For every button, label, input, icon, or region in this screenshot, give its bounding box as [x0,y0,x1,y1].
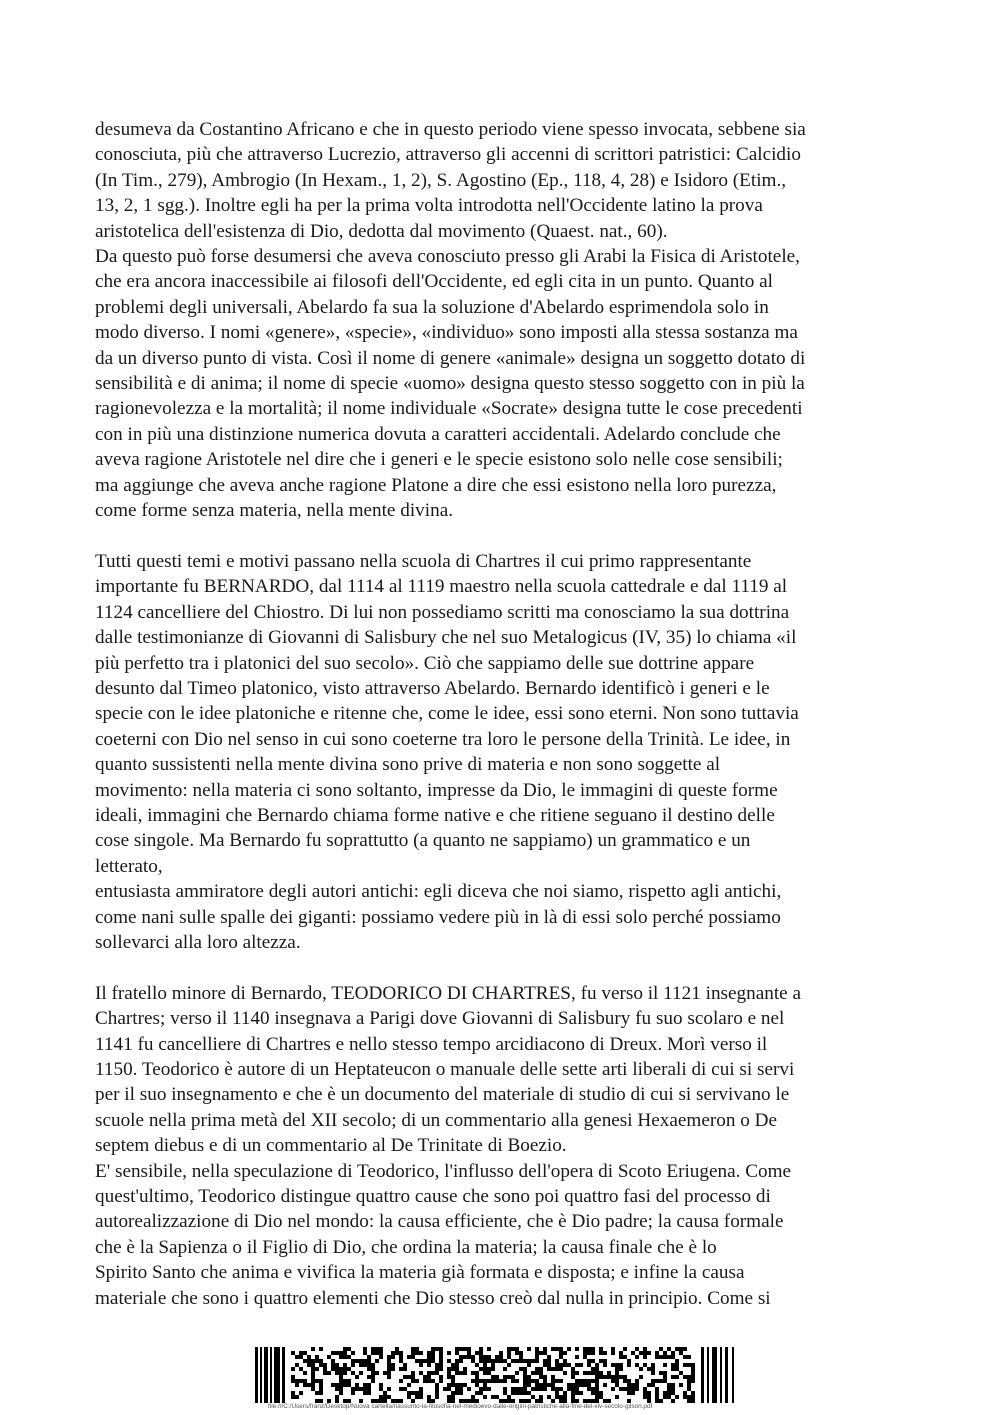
text-line: sollevarci alla loro altezza. [95,931,301,953]
text-line: aristotelica dell'esistenza di Dio, dedotta dal movimento (Quaest. nat., 60). [95,220,668,242]
text-line: che è la Sapienza o il Figlio di Dio, che ordina la materia; la causa finale che è lo [95,1236,717,1258]
text-line: da un diverso punto di vista. Così il nome di genere «animale» designa un soggetto dotato di [95,347,806,369]
text-line: come forme senza materia, nella mente divina. [95,500,454,522]
file-path: file:///C:/Users/franz/Desktop/Nuova cartella/riassunto-la-filosofia-nel-medioevo-dalle-origini-patristiche-alla-fine-del-xiv-secolo-gilson.pdf [268,1403,653,1410]
text-line: importante fu BERNARDO, dal 1114 al 1119 maestro nella scuola cattedrale e dal 1119 al [95,576,788,598]
text-line: cose singole. Ma Bernardo fu soprattutto (a quanto ne sappiamo) un grammatico e un [95,830,751,852]
text-line: modo diverso. I nomi «genere», «specie», «individuo» sono imposti alla stessa sostanza ma [95,322,798,344]
text-line: ragionevolezza e la mortalità; il nome individuale «Socrate» designa tutte le cose precedenti [95,398,803,420]
text-line: (In Tim., 279), Ambrogio (In Hexam., 1, 2), S. Agostino (Ep., 118, 4, 28) e Isidoro (Etim., [95,169,787,191]
text-line: desunto dal Timeo platonico, visto attraverso Abelardo. Bernardo identificò i generi e le [95,677,770,699]
text-line: letterato, [95,855,163,877]
text-line: sensibilità e di anima; il nome di specie «uomo» designa questo stesso soggetto con in più la [95,373,805,395]
document-body [95,117,925,1311]
text-line: desumeva da Costantino Africano e che in questo periodo viene spesso invocata, sebbene sia [95,119,806,140]
text-line: materiale che sono i quattro elementi che Dio stesso creò dal nulla in principio. Come si [95,1287,771,1309]
text-line: septem diebus e di un commentario al De Trinitate di Boezio. [95,1135,567,1157]
text-line: 1150. Teodorico è autore di un Heptateucon o manuale delle sette arti liberali di cui si servi [95,1059,795,1080]
paragraph-gap [95,524,925,549]
paragraph-gap [95,955,925,980]
text-line: scuole nella prima metà del XII secolo; di un commentario alla genesi Hexaemeron o De [95,1109,777,1131]
text-line: Tutti questi temi e motivi passano nella scuola di Chartres il cui primo rappresentante [95,550,752,572]
text-line: dalle testimonianze di Giovanni di Salisbury che nel suo Metalogicus (IV, 35) lo chiama «il [95,627,797,649]
text-line: coeterni con Dio nel senso in cui sono coeterne tra loro le persone della Trinità. Le idee, in [95,728,791,750]
text-line: ma aggiunge che aveva anche ragione Platone a dire che essi esistono nella loro purezza, [95,474,777,496]
barcode-icon [255,1347,750,1403]
text-line: quest'ultimo, Teodorico distingue quattro cause che sono poi quattro fasi del processo di [95,1186,771,1208]
text-line: aveva ragione Aristotele nel dire che i generi e le specie esistono solo nelle cose sensibili; [95,449,783,471]
text-line: Il fratello minore di Bernardo, TEODORICO DI CHARTRES, fu verso il 1121 insegnante a [95,982,801,1004]
text-line: 1124 cancelliere del Chiostro. Di lui non possediamo scritti ma conosciamo la sua dottrina [95,601,790,623]
text-line: 1141 fu cancelliere di Chartres e nello stesso tempo arcidiacono di Dreux. Morì verso il [95,1033,768,1055]
text-line: Da questo può forse desumersi che aveva conosciuto presso gli Arabi la Fisica di Aristotele, [95,246,800,268]
text-line: che era ancora inaccessibile ai filosofi dell'Occidente, ed egli cita in un punto. Quanto al [95,271,773,293]
text-line: Chartres; verso il 1140 insegnava a Parigi dove Giovanni di Salisbury fu suo scolaro e nel [95,1008,785,1030]
text-line: specie con le idee platoniche e ritenne che, come le idee, essi sono eterni. Non sono tuttavia [95,703,799,725]
text-line: quanto sussistenti nella mente divina sono prive di materia e non sono soggette al [95,754,721,776]
text-line: conosciuta, più che attraverso Lucrezio, attraverso gli accenni di scrittori patristici: Calcidio [95,144,801,166]
text-line: come nani sulle spalle dei giganti: possiamo vedere più in là di essi solo perché possiamo [95,906,781,928]
text-line: Spirito Santo che anima e vivifica la materia già formata e disposta; e infine la causa [95,1262,745,1284]
text-line: per il suo insegnamento e che è un documento del materiale di studio di cui si servivano le [95,1084,790,1106]
text-line: entusiasta ammiratore degli autori antichi: egli diceva che noi siamo, rispetto agli antichi, [95,881,782,903]
text-line: movimento: nella materia ci sono soltanto, impresse da Dio, le immagini di queste forme [95,779,778,801]
text-line: E' sensibile, nella speculazione di Teodorico, l'influsso dell'opera di Scoto Eriugena. Come [95,1160,792,1182]
text-line: con in più una distinzione numerica dovuta a caratteri accidentali. Adelardo conclude che [95,423,781,445]
text-line: 13, 2, 1 sgg.). Inoltre egli ha per la prima volta introdotta nell'Occidente latino la prova [95,195,763,217]
text-line: autorealizzazione di Dio nel mondo: la causa efficiente, che è Dio padre; la causa formale [95,1211,784,1233]
text-line: problemi degli universali, Abelardo fa sua la soluzione d'Abelardo esprimendola solo in [95,296,769,318]
text-line: ideali, immagini che Bernardo chiama forme native e che ritiene seguano il destino delle [95,804,775,826]
text-line: più perfetto tra i platonici del suo secolo». Ciò che sappiamo delle sue dottrine appare [95,652,755,674]
